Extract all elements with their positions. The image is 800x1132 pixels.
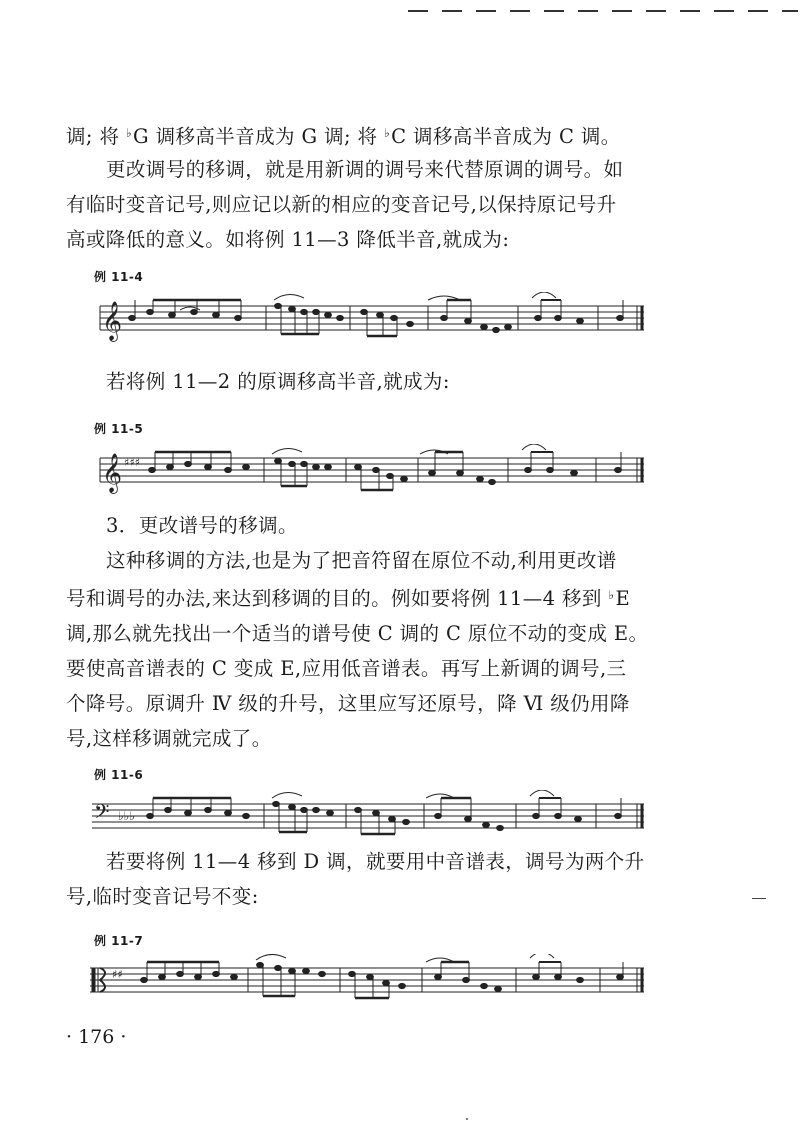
paragraph-4 bbox=[66, 543, 696, 756]
text-line: 号,临时变音记号不变: bbox=[66, 885, 259, 908]
section-heading bbox=[66, 508, 696, 543]
sharp-icon: ♯♯ bbox=[112, 968, 123, 981]
page-number: · 176 · bbox=[66, 1026, 127, 1048]
sharp-icon: ♯♯♯ bbox=[124, 456, 140, 469]
example-label: 例 11-5 bbox=[94, 422, 144, 436]
paragraph-2 bbox=[66, 152, 696, 257]
music-staff-example-11-5 bbox=[88, 444, 648, 496]
text-run: E bbox=[615, 587, 631, 610]
text-line: 这种移调的方法,也是为了把音符留在原位不动,利用更改谱 bbox=[106, 549, 617, 572]
paragraph-5 bbox=[66, 844, 696, 914]
paragraph-1 bbox=[66, 116, 696, 154]
treble-clef-icon: 𝄞 bbox=[102, 301, 123, 341]
text-line bbox=[66, 116, 696, 154]
flat-icon: ♭♭♭ bbox=[118, 809, 135, 823]
text-line: 若要将例 11—4 移到 D 调，就要用中音谱表，调号为两个升 bbox=[106, 850, 645, 873]
margin-mark bbox=[752, 898, 766, 899]
music-staff-example-11-6 bbox=[88, 790, 648, 842]
text-line: 3．更改谱号的移调。 bbox=[106, 514, 298, 537]
text-line: 更改调号的移调，就是用新调的调号来代替原调的调号。如 bbox=[106, 158, 624, 181]
music-staff-example-11-7 bbox=[88, 954, 648, 1006]
paragraph-3 bbox=[66, 364, 696, 399]
text-line: 个降号。原调升 Ⅳ 级的升号，这里应写还原号，降 Ⅵ 级仍用降 bbox=[66, 692, 630, 715]
music-staff-example-11-4 bbox=[88, 292, 648, 344]
text-line: 若将例 11—2 的原调移高半音,就成为: bbox=[106, 370, 450, 393]
text-run: 号和调号的办法,来达到移调的目的。例如要将例 11—4 移到 bbox=[66, 587, 609, 610]
bass-clef-icon: 𝄢 bbox=[94, 800, 110, 828]
text-line: 号,这样移调就完成了。 bbox=[66, 727, 272, 750]
example-label: 例 11-7 bbox=[94, 934, 144, 948]
top-dashed-rule bbox=[408, 8, 800, 14]
treble-clef-icon: 𝄞 bbox=[102, 453, 123, 493]
text-line bbox=[66, 578, 696, 616]
text-run: C 调移高半音成为 C 调。 bbox=[391, 125, 621, 148]
text-line: 有临时变音记号,则应记以新的相应的变音记号,以保持原记号升 bbox=[66, 193, 617, 216]
text-line: 调,那么就先找出一个适当的谱号使 C 调的 C 原位不动的变成 E。 bbox=[66, 622, 649, 645]
example-label: 例 11-4 bbox=[94, 270, 144, 284]
flat-sign: ♭ bbox=[384, 126, 391, 140]
example-label: 例 11-6 bbox=[94, 768, 144, 782]
scan-speck bbox=[466, 1118, 468, 1120]
flat-sign: ♭ bbox=[125, 126, 133, 140]
text-line: 要使高音谱表的 C 变成 E,应用低音谱表。再写上新调的调号,三 bbox=[66, 657, 627, 680]
text-run: 调; 将 bbox=[66, 125, 126, 148]
text-run: G 调移高半音成为 G 调; 将 bbox=[133, 125, 385, 148]
flat-sign: ♭ bbox=[608, 588, 615, 602]
text-line: 高或降低的意义。如将例 11—3 降低半音,就成为: bbox=[66, 228, 510, 251]
